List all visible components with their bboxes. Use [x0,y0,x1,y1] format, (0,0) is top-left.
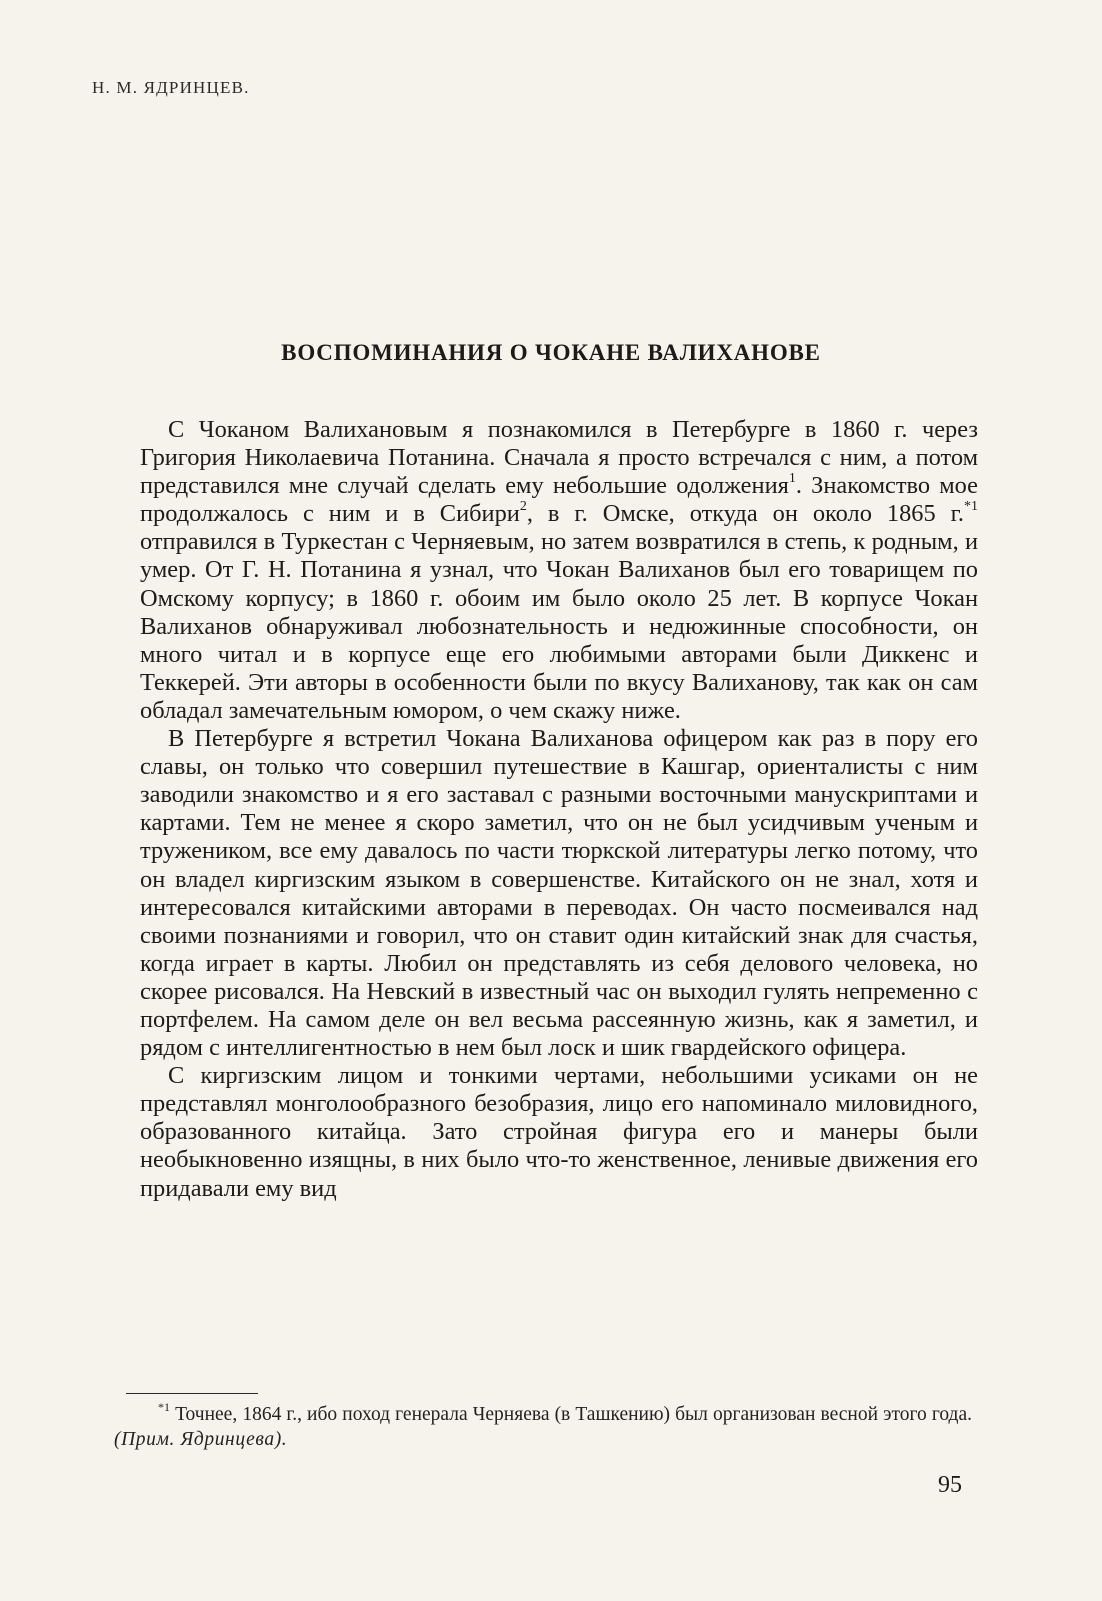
body-text [140,416,978,1203]
chapter-title: ВОСПОМИНАНИЯ О ЧОКАНЕ ВАЛИХАНОВЕ [281,340,821,365]
paragraph-1 [140,416,978,725]
paragraph-2: В Петербурге я встретил Чокана Валиханова офицером как раз в пору его славы, он только что совершил путешествие в Кашгар, ориенталисты с ним заводили знакомство и я его заставал с разными восточными манускриптами и картами. Тем не менее я скоро заметил, что он не был усидчивым ученым и тружеником, все ему давалось по части тюркской литературы легко потому, что он владел киргизским языком в совершенстве. Китайского он не знал, хотя и интересовался китайскими авторами в переводах. Он часто посмеивался над своими познаниями и говорил, что он ставит один китайский знак для счастья, когда играет в карты. Любил он представлять из себя делового человека, но скорее рисовался. На Невский в известный час он выходил гулять непременно с портфелем. На самом деле он вел весьма рассеянную жизнь, как я заметил, и рядом с интеллигентностью в нем был лоск и шик гвардейского офицера. [140,725,978,1062]
footnote-attribution: (Прим. Ядринцева). [114,1429,288,1450]
paragraph-1-part-1: С Чоканом Валихановым я познакомился в Петербурге в 1860 г. через Григория Николаевича Потанина. Сначала я просто встречался с ним, а потом представился мне случай сделать ему небольшие одолжения [140,416,978,500]
paragraph-3: С киргизским лицом и тонкими чертами, небольшими усиками он не представлял монголообразного безобразия, лицо его напоминало миловидного, образованного китайца. Зато стройная фигура его и манеры были необыкновенно изящны, в них было что-то женственное, ленивые движения его придавали ему вид [140,1062,978,1202]
footnote-marker: *1 [158,1399,170,1414]
footnote [114,1399,972,1452]
paragraph-1-part-3: , в г. Омске, откуда он около 1865 г. [526,500,964,528]
running-head: Н. М. ЯДРИНЦЕВ. [92,78,250,97]
footnote-text: Точнее, 1864 г., ибо поход генерала Черняева (в Ташкению) был организован весной этого года. [170,1404,972,1425]
footnote-divider [126,1393,258,1394]
paragraph-1-part-4: отправился в Туркестан с Черняевым, но затем возвратился в степь, к родным, и умер. От Г. Н. Потанина я узнал, что Чокан Валиханов был его товарищем по Омскому корпусу; в 1860 г. обоим им было около 25 лет. В корпусе Чокан Валиханов обнаруживал любознательность и недюжинные способности, он много читал и в корпусе еще его любимыми авторами были Диккенс и Теккерей. Эти авторы в особенности были по вкусу Валиханову, так как он сам обладал замечательным юмором, о чем скажу ниже. [140,528,978,724]
footnote-ref-2: 2 [519,499,527,515]
footnote-ref-1: 1 [788,471,796,487]
page-number: 95 [938,1472,962,1498]
footnote-ref-star-1: *1 [964,499,978,515]
paragraph-1-part-2: . Знакомство мое продолжалось с ним и в Сибири [140,472,979,528]
